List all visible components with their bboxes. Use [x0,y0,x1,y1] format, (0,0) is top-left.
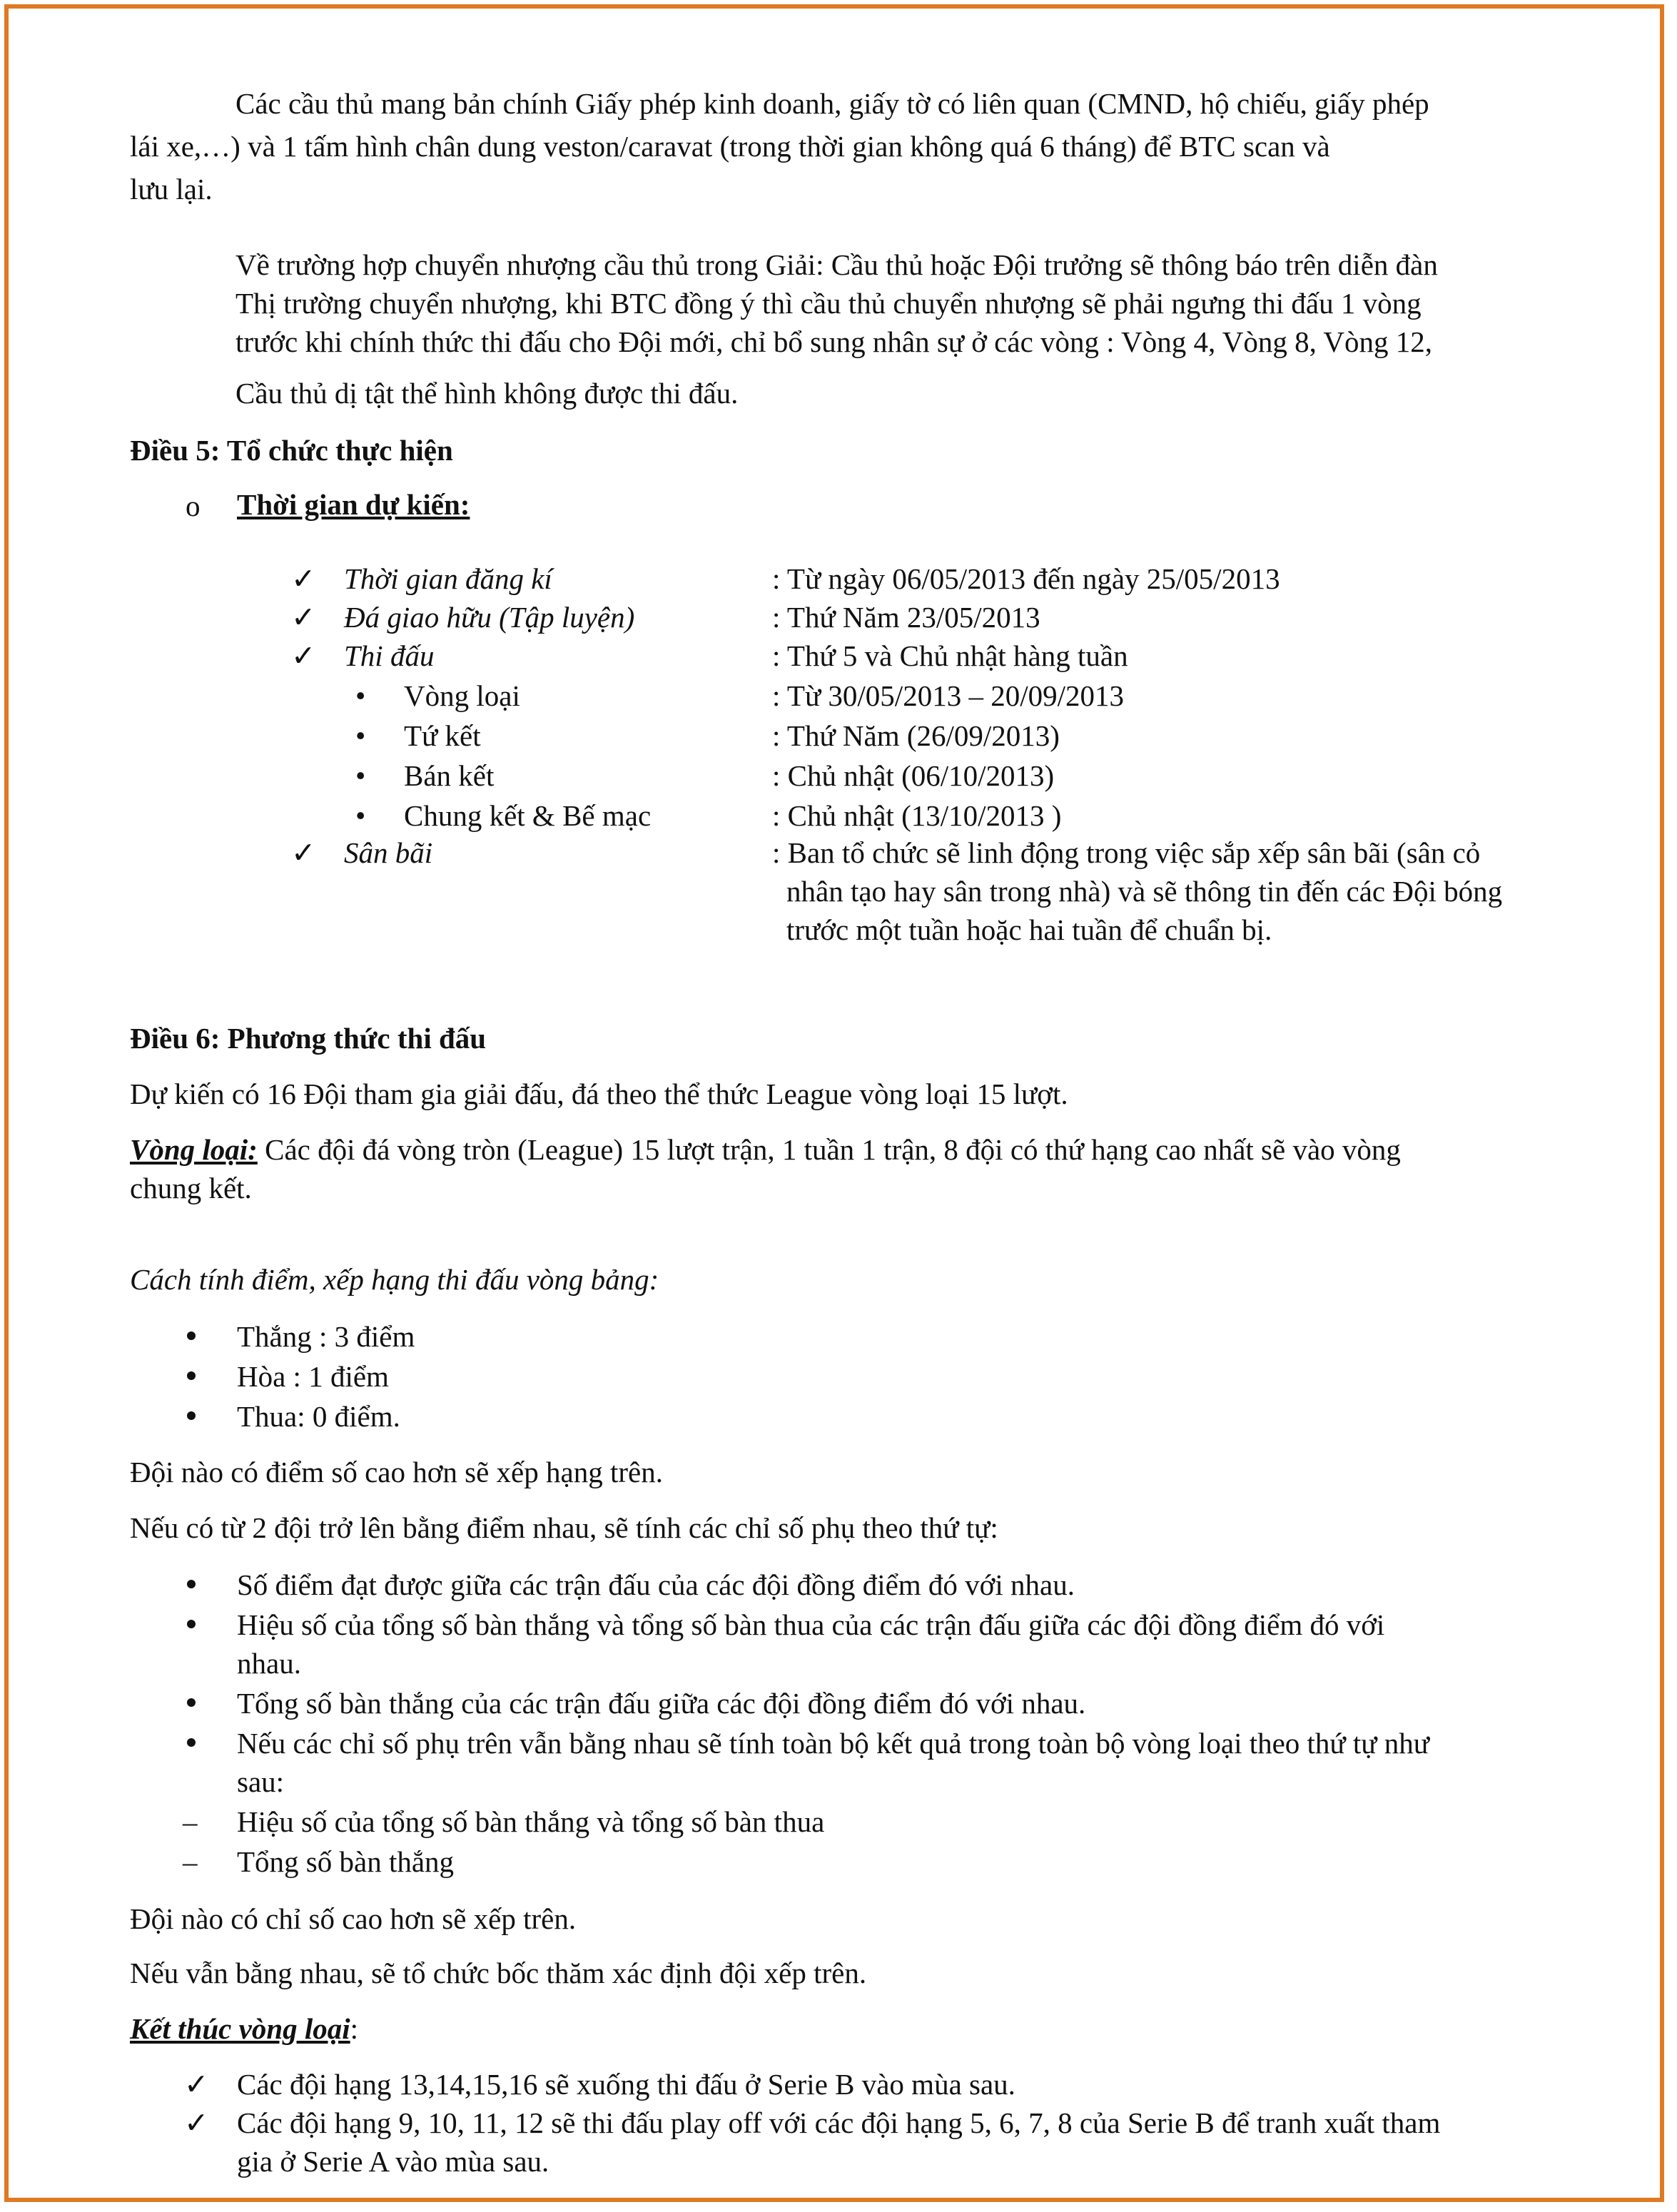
ket-thuc-label: Kết thúc vòng loại [130,2012,350,2045]
ket-thuc-item-1-line2: gia ở Serie A vào mùa sau. [237,2145,549,2178]
dieu6-heading: Điều 6: Phương thức thi đấu [130,1022,487,1055]
tie-bullet-1 [187,1620,196,1628]
dash-marker-1: – [183,1845,198,1878]
schedule-mark-7: ✓ [291,836,316,869]
intro-p1-line1: Các cầu thủ mang bản chính Giấy phép kinh doanh, giấy tờ có liên quan (CMND, hộ chiếu, giấy phép [235,87,1429,120]
schedule-mark-0: ✓ [291,562,316,595]
intro-p1-line3: lưu lại. [130,173,213,206]
ket-thuc-check-0: ✓ [184,2068,209,2101]
dash-rule-0: Hiệu số của tổng số bàn thắng và tổng số bàn thua [237,1805,825,1838]
tie-bullet-2 [187,1698,196,1707]
schedule-mark-6: • [355,799,366,832]
vong-loai-line2: chung kết. [130,1172,252,1204]
vong-loai-text: Các đội đá vòng tròn (League) 15 lượt trận, 1 tuần 1 trận, 8 đội có thứ hạng cao nhất sẽ vào vòng [257,1133,1401,1166]
schedule-mark-3: • [355,679,366,712]
schedule-mark-5: • [355,759,366,792]
schedule-value-1: : Thứ Năm 23/05/2013 [772,601,1040,634]
schedule-label-2: Thi đấu [344,639,435,672]
dieu5-sub-marker: o [186,489,201,522]
san-bai-line3: trước một tuần hoặc hai tuần để chuẩn bị. [786,913,1272,946]
schedule-value-2: : Thứ 5 và Chủ nhật hàng tuần [772,639,1128,672]
tie-bullet-0 [187,1580,196,1588]
tie-rule-1-line1: Hiệu số của tổng số bàn thắng và tổng số bàn thua của các trận đấu giữa các đội đồng điểm đó với [237,1608,1385,1641]
ket-thuc-colon: : [350,2012,359,2045]
intro-p1-line2: lái xe,…) và 1 tấm hình chân dung veston/caravat (trong thời gian không quá 6 tháng) để BTC scan và [130,130,1330,163]
schedule-label-0: Thời gian đăng kí [344,562,552,595]
higher-line: Đội nào có chỉ số cao hơn sẽ xếp trên. [130,1902,577,1935]
rank-line: Đội nào có điểm số cao hơn sẽ xếp hạng trên. [130,1456,663,1488]
ket-thuc-item-1-line1: Các đội hạng 9, 10, 11, 12 sẽ thi đấu play off với các đội hạng 5, 6, 7, 8 của Serie B để tranh xuất tham [237,2106,1441,2139]
tie-line: Nếu có từ 2 đội trở lên bằng điểm nhau, sẽ tính các chỉ số phụ theo thứ tự: [130,1511,998,1544]
vong-loai-line1 [130,1130,1401,1170]
schedule-value-3: : Từ 30/05/2013 – 20/09/2013 [772,679,1124,712]
schedule-label-3: Vòng loại [404,679,520,712]
dieu6-intro: Dự kiến có 16 Đội tham gia giải đấu, đá theo thể thức League vòng loại 15 lượt. [130,1077,1068,1110]
intro-p2-line2: Thị trường chuyển nhượng, khi BTC đồng ý thì cầu thủ chuyển nhượng sẽ phải ngưng thi đấu 1 vòng [235,287,1422,320]
dieu5-subheading: Thời gian dự kiến: [237,488,470,521]
points-bullet-0 [187,1331,196,1340]
schedule-value-7: : Ban tổ chức sẽ linh động trong việc sắp xếp sân bãi (sân cỏ [772,836,1481,869]
intro-p2-line3: trước khi chính thức thi đấu cho Đội mới, chỉ bổ sung nhân sự ở các vòng : Vòng 4, Vòng 8, Vòng 12, [235,325,1433,358]
intro-p3: Cầu thủ dị tật thể hình không được thi đấu. [235,377,739,410]
schedule-label-5: Bán kết [404,759,495,792]
ket-thuc-heading [130,2009,358,2049]
schedule-value-0: : Từ ngày 06/05/2013 đến ngày 25/05/2013 [772,562,1280,595]
intro-p2-line1: Về trường hợp chuyển nhượng cầu thủ trong Giải: Cầu thủ hoặc Đội trưởng sẽ thông báo trên diễn đàn [235,248,1438,281]
tie-rule-0: Số điểm đạt được giữa các trận đấu của các đội đồng điểm đó với nhau. [237,1568,1075,1601]
ket-thuc-check-1: ✓ [184,2106,209,2139]
dieu5-heading: Điều 5: Tổ chức thực hiện [130,434,453,467]
tie-rule-2: Tổng số bàn thắng của các trận đấu giữa các đội đồng điểm đó với nhau. [237,1687,1086,1720]
points-item-1: Hòa : 1 điểm [237,1360,389,1393]
schedule-label-1: Đá giao hữu (Tập luyện) [344,601,635,634]
points-bullet-2 [187,1411,196,1420]
san-bai-line2: nhân tạo hay sân trong nhà) và sẽ thông tin đến các Đội bóng [786,875,1503,908]
points-bullet-1 [187,1371,196,1380]
tie-bullet-3 [187,1738,196,1747]
schedule-mark-4: • [355,719,366,752]
schedule-value-4: : Thứ Năm (26/09/2013) [772,719,1060,752]
tie-rule-3-line2: sau: [237,1765,285,1798]
schedule-label-4: Tứ kết [404,719,481,752]
dash-rule-1: Tổng số bàn thắng [237,1845,455,1878]
schedule-label-6: Chung kết & Bế mạc [404,799,652,832]
draw-line: Nếu vẫn bằng nhau, sẽ tổ chức bốc thăm xác định đội xếp trên. [130,1957,867,1989]
schedule-mark-1: ✓ [291,601,316,634]
points-item-0: Thắng : 3 điểm [237,1320,415,1353]
cach-tinh-diem: Cách tính điểm, xếp hạng thi đấu vòng bảng: [130,1263,659,1296]
schedule-value-6: : Chủ nhật (13/10/2013 ) [772,799,1062,832]
schedule-mark-2: ✓ [291,639,316,672]
schedule-value-5: : Chủ nhật (06/10/2013) [772,759,1055,792]
ket-thuc-item-0: Các đội hạng 13,14,15,16 sẽ xuống thi đấu ở Serie B vào mùa sau. [237,2068,1015,2101]
schedule-label-7: Sân bãi [344,836,433,869]
points-item-2: Thua: 0 điểm. [237,1400,400,1433]
tie-rule-1-line2: nhau. [237,1647,301,1680]
dash-marker-0: – [183,1805,198,1838]
tie-rule-3-line1: Nếu các chỉ số phụ trên vẫn bằng nhau sẽ tính toàn bộ kết quả trong toàn bộ vòng loại theo thứ tự như [237,1727,1429,1760]
vong-loai-label: Vòng loại: [130,1133,258,1166]
